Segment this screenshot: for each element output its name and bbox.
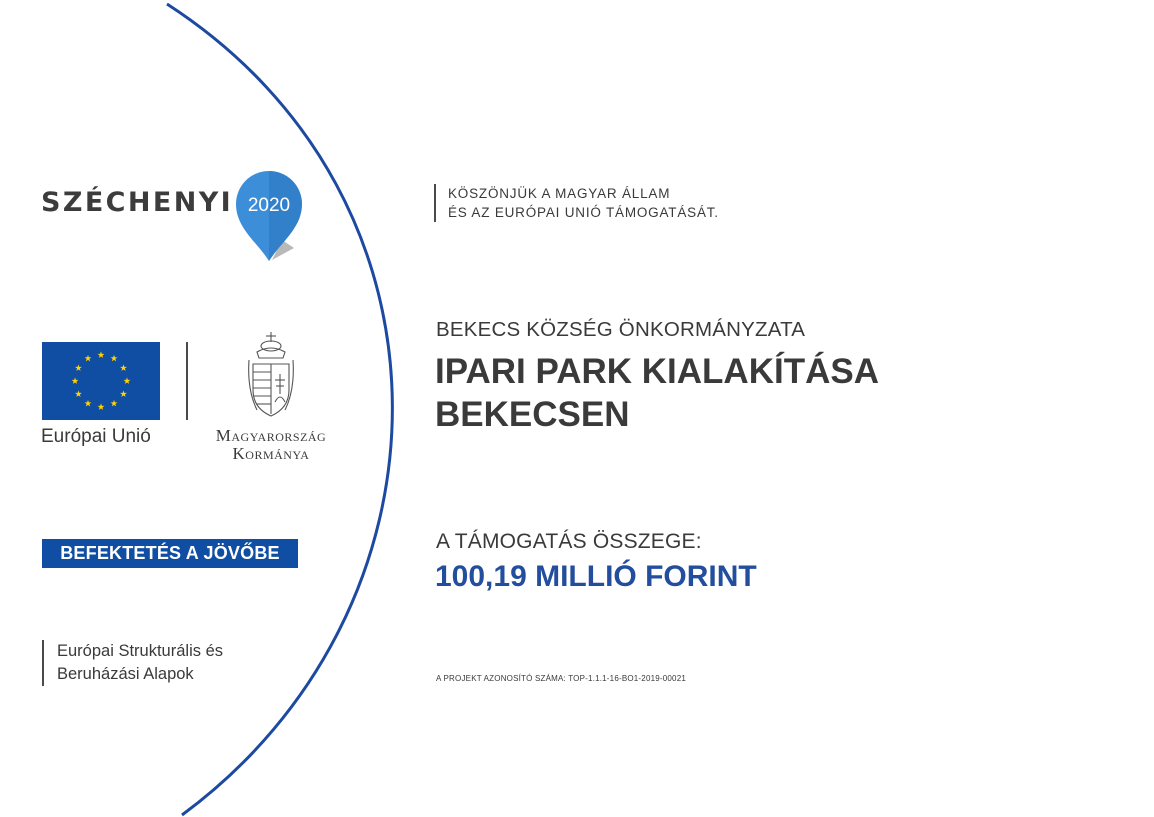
hungarian-coat-of-arms-icon [243, 330, 299, 418]
szechenyi-2020-logo [40, 170, 310, 265]
szechenyi-wordmark: SZÉCHENYI [41, 187, 234, 218]
project-title-line2: BEKECSEN [435, 395, 630, 434]
grant-amount-label: A TÁMOGATÁS ÖSSZEGE: [436, 530, 702, 553]
logo-divider [186, 342, 188, 420]
thanks-text [434, 184, 719, 222]
grant-amount-value: 100,19 MILLIÓ FORINT [435, 560, 757, 593]
location-pin-icon [232, 170, 310, 265]
government-label-line2: Kormánya [232, 444, 310, 463]
funds-line1: Európai Strukturális és [57, 642, 223, 660]
thanks-line1: KÖSZÖNJÜK A MAGYAR ÁLLAM [448, 186, 671, 201]
structural-funds-text [42, 640, 223, 686]
eu-label: Európai Unió [41, 426, 151, 447]
beneficiary-name: BEKECS KÖZSÉG ÖNKORMÁNYZATA [436, 318, 806, 341]
eu-flag-icon [42, 342, 160, 420]
invest-in-future-badge: BEFEKTETÉS A JÖVŐBE [42, 539, 298, 568]
government-label-line1: Magyarország [215, 426, 327, 445]
government-label [200, 427, 342, 463]
project-title [435, 350, 879, 436]
project-id-text: A PROJEKT AZONOSÍTÓ SZÁMA: TOP-1.1.1-16-BO1-2019-00021 [436, 674, 687, 683]
funds-line2: Beruházási Alapok [57, 665, 194, 683]
project-title-line1: IPARI PARK KIALAKÍTÁSA [435, 352, 879, 391]
thanks-line2: ÉS AZ EURÓPAI UNIÓ TÁMOGATÁSÁT. [448, 205, 719, 220]
szechenyi-year: 2020 [247, 195, 291, 216]
